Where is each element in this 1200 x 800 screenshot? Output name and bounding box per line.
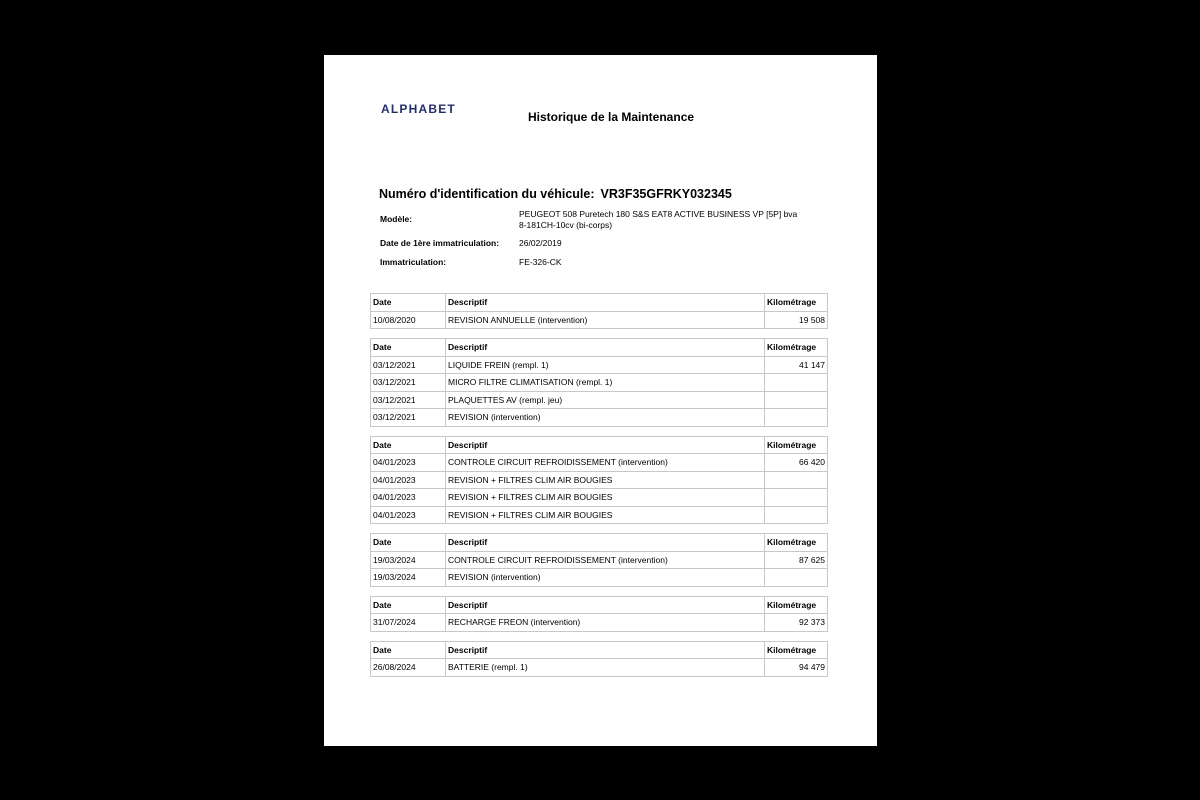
maintenance-table <box>370 533 828 587</box>
date-cell: 26/08/2024 <box>371 659 446 677</box>
table-header-row <box>371 641 828 659</box>
descriptif-header: Descriptif <box>446 596 765 614</box>
date-header: Date <box>371 339 446 357</box>
kilometrage-cell <box>765 374 828 392</box>
maintenance-table <box>370 338 828 427</box>
kilometrage-cell <box>765 409 828 427</box>
date-header: Date <box>371 294 446 312</box>
date-cell: 19/03/2024 <box>371 551 446 569</box>
date-header: Date <box>371 534 446 552</box>
maintenance-table <box>370 641 828 677</box>
date-header: Date <box>371 641 446 659</box>
kilometrage-cell: 92 373 <box>765 614 828 632</box>
maintenance-history <box>370 293 827 686</box>
table-row <box>371 614 828 632</box>
table-row <box>371 391 828 409</box>
description-cell: REVISION (intervention) <box>446 409 765 427</box>
description-cell: REVISION + FILTRES CLIM AIR BOUGIES <box>446 471 765 489</box>
date-cell: 04/01/2023 <box>371 454 446 472</box>
first-registration-value: 26/02/2019 <box>519 238 562 248</box>
kilometrage-cell: 94 479 <box>765 659 828 677</box>
plate-value: FE-326-CK <box>519 257 562 267</box>
descriptif-header: Descriptif <box>446 436 765 454</box>
date-header: Date <box>371 436 446 454</box>
vin-label: Numéro d'identification du véhicule: <box>379 187 595 201</box>
kilometrage-cell <box>765 471 828 489</box>
model-label: Modèle: <box>380 214 413 224</box>
kilometrage-cell: 87 625 <box>765 551 828 569</box>
table-row <box>371 454 828 472</box>
vin-value: VR3F35GFRKY032345 <box>600 187 732 201</box>
kilometrage-header: Kilométrage <box>765 596 828 614</box>
kilometrage-cell <box>765 506 828 524</box>
table-header-row <box>371 534 828 552</box>
description-cell: REVISION (intervention) <box>446 569 765 587</box>
date-cell: 03/12/2021 <box>371 374 446 392</box>
page-title: Historique de la Maintenance <box>528 110 695 124</box>
date-cell: 19/03/2024 <box>371 569 446 587</box>
first-registration-label: Date de 1ère immatriculation: <box>380 238 500 248</box>
date-cell: 03/12/2021 <box>371 356 446 374</box>
date-cell: 04/01/2023 <box>371 489 446 507</box>
plate-label: Immatriculation: <box>380 257 447 267</box>
table-header-row <box>371 294 828 312</box>
date-header: Date <box>371 596 446 614</box>
kilometrage-cell: 41 147 <box>765 356 828 374</box>
kilometrage-cell <box>765 391 828 409</box>
description-cell: REVISION ANNUELLE (intervention) <box>446 311 765 329</box>
table-row <box>371 659 828 677</box>
description-cell: PLAQUETTES AV (rempl. jeu) <box>446 391 765 409</box>
table-row <box>371 471 828 489</box>
date-cell: 04/01/2023 <box>371 471 446 489</box>
descriptif-header: Descriptif <box>446 641 765 659</box>
table-row <box>371 489 828 507</box>
description-cell: BATTERIE (rempl. 1) <box>446 659 765 677</box>
description-cell: CONTROLE CIRCUIT REFROIDISSEMENT (intervention) <box>446 551 765 569</box>
description-cell: MICRO FILTRE CLIMATISATION (rempl. 1) <box>446 374 765 392</box>
model-value <box>519 209 797 230</box>
table-row <box>371 551 828 569</box>
table-row <box>371 569 828 587</box>
description-cell: REVISION + FILTRES CLIM AIR BOUGIES <box>446 506 765 524</box>
table-header-row <box>371 596 828 614</box>
kilometrage-header: Kilométrage <box>765 294 828 312</box>
kilometrage-header: Kilométrage <box>765 339 828 357</box>
document-page <box>324 55 877 746</box>
alphabet-logo: ALPHABET <box>381 102 456 116</box>
kilometrage-cell: 66 420 <box>765 454 828 472</box>
descriptif-header: Descriptif <box>446 294 765 312</box>
date-cell: 31/07/2024 <box>371 614 446 632</box>
model-line-2: 8-181CH-10cv (bi-corps) <box>519 219 613 230</box>
description-cell: RECHARGE FREON (intervention) <box>446 614 765 632</box>
description-cell: CONTROLE CIRCUIT REFROIDISSEMENT (intervention) <box>446 454 765 472</box>
date-cell: 03/12/2021 <box>371 409 446 427</box>
date-cell: 03/12/2021 <box>371 391 446 409</box>
maintenance-table <box>370 436 828 525</box>
kilometrage-header: Kilométrage <box>765 534 828 552</box>
kilometrage-cell <box>765 489 828 507</box>
kilometrage-header: Kilométrage <box>765 436 828 454</box>
descriptif-header: Descriptif <box>446 534 765 552</box>
table-row <box>371 506 828 524</box>
table-header-row <box>371 436 828 454</box>
table-header-row <box>371 339 828 357</box>
date-cell: 10/08/2020 <box>371 311 446 329</box>
description-cell: LIQUIDE FREIN (rempl. 1) <box>446 356 765 374</box>
kilometrage-cell <box>765 569 828 587</box>
model-line-1: PEUGEOT 508 Puretech 180 S&S EAT8 ACTIVE BUSINESS VP [5P] bva <box>519 209 798 219</box>
date-cell: 04/01/2023 <box>371 506 446 524</box>
table-row <box>371 311 828 329</box>
maintenance-table <box>370 596 828 632</box>
descriptif-header: Descriptif <box>446 339 765 357</box>
table-row <box>371 374 828 392</box>
kilometrage-cell: 19 508 <box>765 311 828 329</box>
maintenance-table <box>370 293 828 329</box>
kilometrage-header: Kilométrage <box>765 641 828 659</box>
vin-heading <box>379 187 732 201</box>
table-row <box>371 356 828 374</box>
table-row <box>371 409 828 427</box>
description-cell: REVISION + FILTRES CLIM AIR BOUGIES <box>446 489 765 507</box>
